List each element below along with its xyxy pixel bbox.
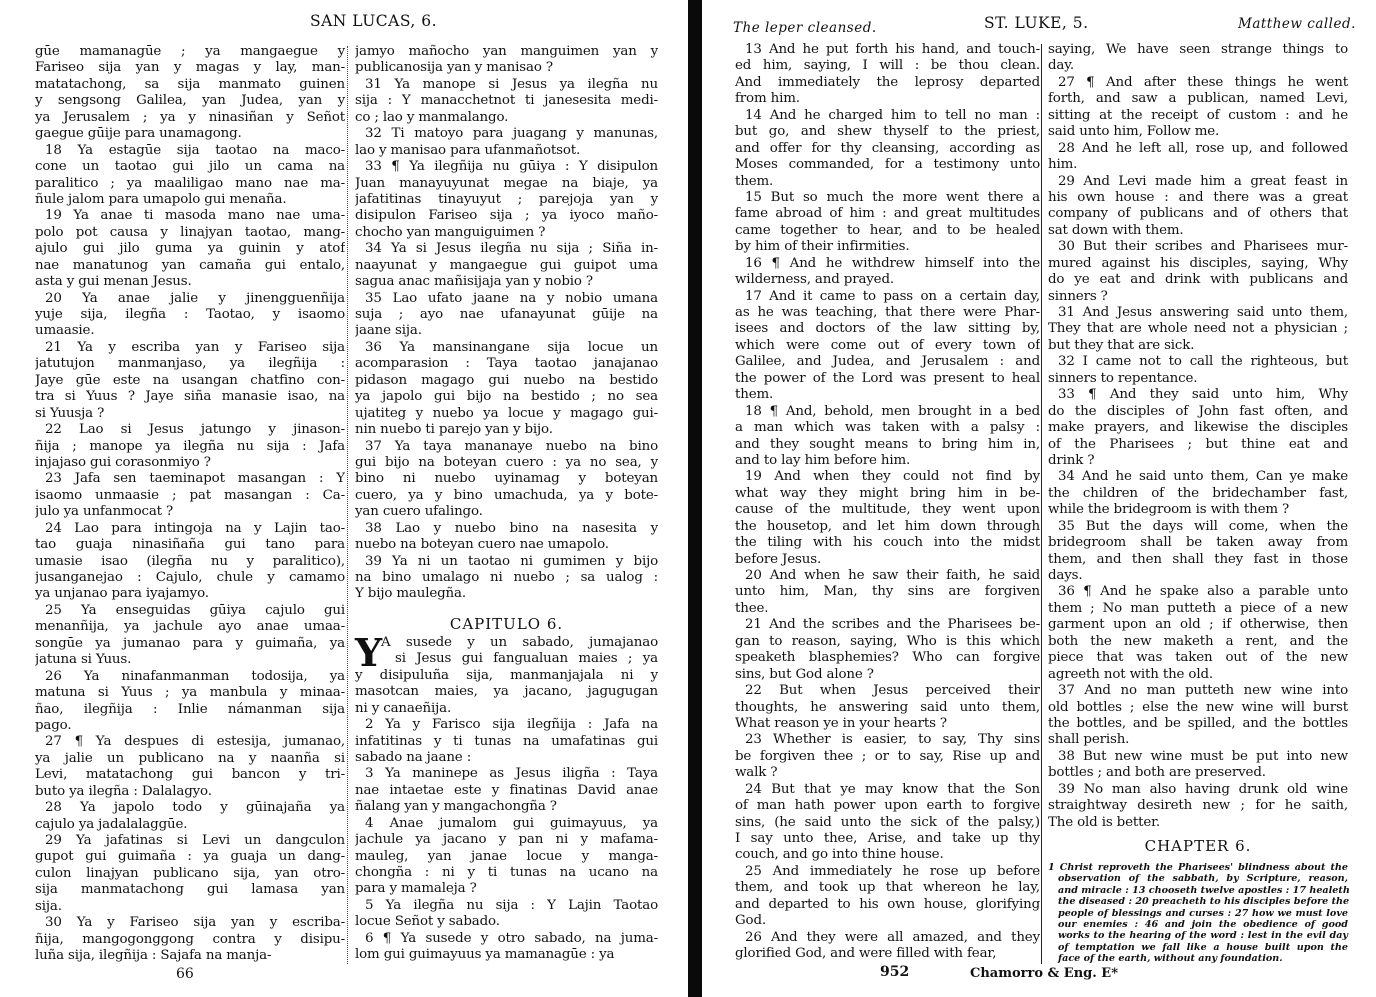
text-line: gūe mamanagūe ; ya mangaegue y bbox=[35, 44, 345, 59]
text-line: 35 But the days will come, when the bbox=[1058, 518, 1348, 534]
summary-line: of temptation we fall like a house built upon the bbox=[1058, 941, 1348, 953]
text-line: injajaso gui corasonmiyo ? bbox=[35, 454, 211, 470]
text-line: jachule ya jacano y pan ni y mafama- bbox=[355, 832, 658, 848]
running-head-right: Matthew called. bbox=[1238, 16, 1356, 32]
text-line: luña sija, ilegñija : Sajafa na manja- bbox=[35, 948, 272, 964]
text-line: ya Jerusalem ; ya y ninasiñan y Señot bbox=[35, 109, 345, 125]
text-line: 20 And when he saw their faith, he said bbox=[745, 568, 1040, 583]
text-line: as he was teaching, that there were Phar- bbox=[735, 305, 1040, 320]
text-line: walk ? bbox=[735, 765, 778, 781]
running-head-center: ST. LUKE, 5. bbox=[984, 14, 1089, 32]
text-line: sija : Y manacchetnot ti janesesita medi- bbox=[355, 93, 658, 109]
text-line: 26 And they were all amazed, and they bbox=[745, 929, 1040, 945]
text-line: Y bijo maulegña. bbox=[355, 586, 466, 602]
text-line: the children of the bridechamber fast, bbox=[1048, 485, 1348, 501]
text-line: said unto him, Follow me. bbox=[1048, 124, 1220, 140]
text-line: paralitico ; ya maaliligao mano nae ma- bbox=[35, 175, 345, 191]
text-line: 35 Lao ufato jaane na y nobio umana bbox=[365, 290, 658, 306]
text-line: drink ? bbox=[1048, 452, 1095, 468]
text-line: locue Señot y sabado. bbox=[355, 914, 500, 930]
text-line: 38 Lao y nuebo bino na nasesita y bbox=[365, 520, 658, 536]
text-line: wilderness, and prayed. bbox=[735, 272, 894, 288]
text-line: ujatiteg y nuebo ya locue y magago gui- bbox=[355, 405, 658, 421]
text-line: 31 Ya manope si Jesus ya ilegña nu bbox=[365, 76, 658, 92]
text-line: publicanosija yan y manisao ? bbox=[355, 60, 553, 76]
running-head: SAN LUCAS, 6. bbox=[310, 12, 438, 30]
text-line: infatitinas y ti tunas na umafatinas gui bbox=[355, 733, 658, 749]
text-line: him. bbox=[1048, 157, 1078, 173]
chapter-heading: CAPITULO 6. bbox=[449, 614, 564, 633]
text-line: lom gui guimayuus ya mamanagūe : ya bbox=[355, 947, 615, 963]
text-line: 36 ¶ And he spake also a parable unto bbox=[1058, 584, 1348, 600]
text-line: nae manatunog yan camaña gui entalo, bbox=[35, 257, 345, 273]
text-line: thee. bbox=[735, 600, 769, 616]
text-line: God. bbox=[735, 913, 766, 929]
text-line: do the disciples of John fast often, and bbox=[1048, 403, 1348, 419]
text-line: the bottles, and be spilled, and the bottles bbox=[1048, 715, 1348, 731]
text-line: ñija, mangogonggong contra y disipu- bbox=[35, 931, 345, 947]
text-line: shall perish. bbox=[1048, 732, 1130, 748]
text-line: y sengsong Galilea, yan Judea, yan y bbox=[35, 93, 345, 109]
text-line: 38 But new wine must be put into new bbox=[1058, 748, 1348, 764]
text-line: menanñija, ya jachule ayo anae umaa- bbox=[35, 619, 345, 635]
text-line: pago. bbox=[35, 717, 72, 733]
text-line: day. bbox=[1048, 58, 1074, 74]
text-line: 24 Lao para intingoja na y Lajin tao- bbox=[45, 520, 345, 536]
summary-line: face of the earth, without any foundation. bbox=[1058, 953, 1283, 965]
text-line: songūe ya jumanao para y guimaña, ya bbox=[35, 635, 345, 651]
text-line: y disipuluña sija, manmanjajala ni y bbox=[355, 667, 658, 683]
text-line: them, and then shall they fast in those bbox=[1048, 551, 1348, 567]
text-line: They that are whole need not a physician ; bbox=[1048, 321, 1348, 337]
text-line: which were come out of every town of bbox=[735, 337, 1040, 353]
text-line: sagua anac mañisijaja yan y nobio ? bbox=[355, 274, 593, 290]
text-line: agreeth not with the old. bbox=[1048, 666, 1214, 682]
text-line: sija. bbox=[35, 898, 62, 914]
text-line: jusanganejao : Cajulo, chule y camamo bbox=[35, 570, 345, 585]
summary-line: and miracle : 13 chooseth twelve apostles : 17 healeth bbox=[1058, 884, 1350, 896]
summary-line: observation of the sabbath, by Scripture, reason, bbox=[1058, 873, 1348, 885]
text-line: A susede y un sabado, jumajanao bbox=[381, 634, 658, 650]
text-line: the housetop, and let him down through bbox=[735, 518, 1040, 534]
text-line: si Yuusja ? bbox=[35, 405, 105, 421]
text-line: couch, and go into thine house. bbox=[735, 847, 944, 863]
text-line: 18 ¶ And, behold, men brought in a bed bbox=[745, 403, 1040, 419]
text-line: ya jalie un publicano na y naanña si bbox=[35, 750, 345, 766]
text-line: Fariseo sija yan y magas y lay, man- bbox=[35, 60, 345, 76]
text-line: but they that are sick. bbox=[1048, 337, 1195, 353]
text-line: co ; lao y manmalango. bbox=[355, 109, 509, 125]
text-line: 39 Ya ni un taotao ni gumimen y bijo bbox=[365, 553, 658, 569]
text-line: I say unto thee, Arise, and take up thy bbox=[735, 831, 1040, 846]
text-line: ni y canaeñija. bbox=[355, 700, 452, 716]
summary-line: 1 Christ reproveth the Pharisees' blindness about the bbox=[1048, 862, 1348, 873]
verses-chapter-6 bbox=[355, 668, 658, 964]
text-line: days. bbox=[1048, 568, 1083, 583]
text-line: both the new maketh a rent, and the bbox=[1048, 633, 1348, 649]
text-line: 34 Ya si Jesus ilegña nu sija ; Siña in- bbox=[365, 241, 658, 257]
text-line: 22 But when Jesus perceived their bbox=[745, 683, 1040, 699]
right-page bbox=[700, 0, 1376, 997]
summary-line: works to the hearing of the word : lest in the evil day bbox=[1058, 930, 1348, 942]
text-line: ajulo gui jilo guma ya guinin y atof bbox=[35, 241, 345, 257]
column-rule bbox=[347, 46, 349, 964]
text-line: but go, and shew thyself to the priest, bbox=[735, 124, 1040, 140]
text-line: naayunat y mangaegue gui guipot uma bbox=[355, 257, 658, 273]
text-line: gaegue gūije para unamagong. bbox=[35, 126, 242, 142]
text-column-1 bbox=[735, 42, 1040, 963]
text-column-1 bbox=[35, 44, 345, 965]
text-line: jaane sija. bbox=[355, 323, 422, 339]
page-number: 952 bbox=[880, 964, 910, 980]
text-line: 13 And he put forth his hand, and touch- bbox=[745, 42, 1040, 57]
text-line: 32 I came not to call the righteous, but bbox=[1058, 354, 1348, 370]
running-head-left: The leper cleansed. bbox=[733, 20, 877, 36]
summary-line: people of blessings and curses : 27 how we must love bbox=[1058, 907, 1348, 919]
text-line: a man which was taken with a palsy : bbox=[735, 420, 1040, 436]
text-line: what way they might bring him in be- bbox=[735, 485, 1040, 501]
text-line: jatuna si Yuus. bbox=[35, 652, 132, 668]
text-line: 28 And he left all, rose up, and followed bbox=[1058, 140, 1348, 156]
text-line: them. bbox=[735, 173, 774, 189]
text-line: chocho yan manguiguimen ? bbox=[355, 224, 546, 240]
text-line: cajulo ya jadalalaggūe. bbox=[35, 816, 188, 832]
text-line: his own house : and there was a great bbox=[1048, 189, 1348, 205]
text-line: isees and doctors of the law sitting by, bbox=[735, 321, 1040, 337]
text-line: para y mamaleja ? bbox=[355, 881, 477, 897]
text-line: and to lay him before him. bbox=[735, 452, 911, 468]
text-line: nuebo na boteyan cuero nae umapolo. bbox=[355, 537, 609, 553]
text-line: them, and took up that whereon he lay, bbox=[735, 880, 1040, 896]
text-line: sat down with them. bbox=[1048, 222, 1184, 238]
text-line: straightway desireth new ; for he saith, bbox=[1048, 798, 1348, 814]
text-line: bridegroom shall be taken away from bbox=[1048, 535, 1348, 551]
text-line: from him. bbox=[735, 91, 800, 107]
text-line: Jaye gūe este na usangan chatfino con- bbox=[35, 372, 345, 388]
text-line: umaasie. bbox=[35, 323, 95, 339]
text-line: them. bbox=[735, 387, 774, 403]
text-line: 3 Ya maninepe as Jesus iligña : Taya bbox=[365, 766, 658, 782]
column-rule bbox=[1041, 44, 1042, 964]
text-line: 31 And Jesus answering said unto them, bbox=[1058, 305, 1348, 320]
text-line: 18 Ya estagūe sija taotao na maco- bbox=[45, 142, 345, 158]
text-line: bino ni nuebo uyinamag y boteyan bbox=[355, 471, 658, 487]
text-line: 17 And it came to pass on a certain day, bbox=[745, 288, 1040, 304]
text-line: 20 Ya anae jalie y jinengguenñija bbox=[45, 290, 345, 306]
text-line: 2 Ya y Farisco sija ilegñija : Jafa na bbox=[365, 717, 658, 733]
text-line: 19 Ya anae ti masoda mano nae uma- bbox=[45, 208, 345, 224]
text-line: jamyo mañocho yan manguimen yan y bbox=[355, 44, 658, 59]
text-line: yan cuero ufalingo. bbox=[355, 504, 483, 520]
text-line: 24 But that ye may know that the Son bbox=[745, 781, 1040, 797]
text-line: them ; No man putteth a piece of a new bbox=[1048, 600, 1348, 616]
text-line: 16 ¶ And he withdrew himself into the bbox=[745, 255, 1040, 271]
chapter-heading: CHAPTER 6. bbox=[1144, 837, 1252, 855]
text-line: masotcan maies, ya jacano, jagugugan bbox=[355, 684, 658, 700]
text-line: yuje sija, ilegña : Taotao, y isaomo bbox=[35, 307, 345, 322]
text-line: jafatitinas tinayuyut ; parejoja yan y bbox=[355, 191, 658, 207]
text-line: nae intaetae este y finatinas David anae bbox=[355, 782, 658, 798]
text-line: ñule jalom para umapolo gui menaña. bbox=[35, 191, 287, 207]
text-line: si Jesus gui fangualuan maies ; ya bbox=[395, 651, 658, 667]
text-line: nin nuebo ti parejo yan y bijo. bbox=[355, 422, 553, 438]
text-line: garment upon an old ; if otherwise, then bbox=[1048, 617, 1348, 633]
text-column-2 bbox=[1048, 42, 1348, 857]
text-line: umasie isao (ilegña nu y paralitico), bbox=[35, 553, 345, 569]
text-line: 39 No man also having drunk old wine bbox=[1058, 781, 1348, 797]
text-line: and offer for thy cleansing, according as bbox=[735, 140, 1040, 156]
text-line: 36 Ya mansinangane sija locue un bbox=[365, 339, 658, 355]
text-line: make prayers, and likewise the disciples bbox=[1048, 420, 1348, 436]
text-line: ñija ; manope ya ilegña nu sija : Jafa bbox=[35, 438, 345, 454]
text-line: asta y gui menan Jesus. bbox=[35, 274, 192, 290]
text-line: 14 And he charged him to tell no man : bbox=[745, 107, 1040, 123]
text-line: ñao, ilegñija : Inlie námanman sija bbox=[35, 701, 345, 717]
text-line: and departed to his own house, glorifying bbox=[735, 896, 1040, 912]
text-line: and they sought means to bring him in, bbox=[735, 436, 1040, 452]
text-line: pidason magago gui nuebo na bestido bbox=[355, 372, 658, 388]
text-line: 29 And Levi made him a great feast in bbox=[1058, 173, 1348, 189]
text-line: 5 Ya ilegña nu sija : Y Lajin Taotao bbox=[365, 897, 658, 913]
summary-line: the diseased : 20 preacheth to his disciples before the bbox=[1058, 896, 1350, 908]
text-line: 32 Ti matoyo para juagang y manunas, bbox=[365, 126, 658, 142]
text-line: the power of the Lord was present to heal bbox=[735, 370, 1040, 386]
text-line: sins, (he said unto the sick of the palsy,) bbox=[735, 814, 1040, 830]
text-line: came together to hear, and to be healed bbox=[735, 222, 1040, 238]
text-line: saying, We have seen strange things to bbox=[1048, 42, 1348, 57]
text-line: chongña : ni y ti tunas na ucano na bbox=[355, 865, 658, 880]
text-line: ed him, saying, I will : be thou clean. bbox=[735, 58, 1040, 74]
text-line: gui bijo na boteyan cuero : ya no sea, y bbox=[355, 454, 658, 470]
text-line: gupot gui guimaña : ya guaja un dang- bbox=[35, 849, 345, 865]
text-line: 23 Whether is easier, to say, Thy sins bbox=[745, 732, 1040, 748]
text-line: 27 ¶ Ya despues di estesija, jumanao, bbox=[45, 734, 345, 750]
text-line: sabado na jaane : bbox=[355, 749, 472, 765]
text-line: 30 But their scribes and Pharisees mur- bbox=[1058, 239, 1348, 255]
verses-chapter-5 bbox=[1048, 42, 1348, 831]
text-line: of man hath power upon earth to forgive bbox=[735, 798, 1040, 814]
text-line: cuero, ya y bino umachuda, ya y bote- bbox=[355, 487, 658, 503]
text-line: Juan manayuyunat megae na biaje, ya bbox=[355, 175, 658, 191]
text-line: 23 Jafa sen taeminapot masangan : Y bbox=[45, 471, 345, 487]
text-line: 37 Ya taya mananaye nuebo na bino bbox=[365, 438, 658, 454]
text-line: 19 And when they could not find by bbox=[745, 469, 1040, 485]
text-line: julo ya unfanmocat ? bbox=[35, 504, 174, 520]
text-line: speaketh blasphemies? Who can forgive bbox=[735, 650, 1040, 666]
text-line: jatutujon manmanjaso, ya ilegñija : bbox=[35, 356, 345, 372]
summary-line: our enemies : 46 and join the obedience of good bbox=[1058, 918, 1348, 930]
text-line: acomparasion : Taya taotao janajanao bbox=[355, 356, 658, 372]
text-line: 26 Ya ninafanmanman todosija, ya bbox=[45, 668, 345, 684]
text-line: tra si Yuus ? Jaye siña manasie isao, na bbox=[35, 389, 345, 405]
text-line: forth, and saw a publican, named Levi, bbox=[1048, 91, 1348, 107]
text-line: culon linajyan publicano sija, yan otro- bbox=[35, 865, 345, 881]
text-line: mauleg, yan janae locue y manga- bbox=[355, 848, 658, 864]
text-line: 22 Lao si Jesus jatungo y jinason- bbox=[45, 422, 345, 438]
text-line: What reason ye in your hearts ? bbox=[735, 715, 947, 731]
text-line: The old is better. bbox=[1048, 814, 1160, 830]
text-line: 29 Ya jafatinas si Levi un dangculon bbox=[45, 833, 345, 848]
printer-signature: Chamorro & Eng. E* bbox=[970, 966, 1119, 981]
text-line: do ye eat and drink with publicans and bbox=[1048, 272, 1348, 288]
text-line: 21 Ya y escriba yan y Fariseo sija bbox=[45, 339, 345, 355]
text-line: sinners ? bbox=[1048, 288, 1108, 304]
text-line: 33 ¶ Ya ilegñija nu gūiya : Y disipulon bbox=[365, 159, 658, 175]
text-line: while the bridegroom is with them ? bbox=[1048, 502, 1290, 518]
text-line: Moses commanded, for a testimony unto bbox=[735, 157, 1040, 173]
text-line: lao y manisao para ufanmañotsot. bbox=[355, 142, 581, 158]
text-line: 25 Ya enseguidas gūiya cajulo gui bbox=[45, 602, 345, 618]
text-line: be forgiven thee ; or to say, Rise up and bbox=[735, 748, 1040, 764]
text-line: 37 And no man putteth new wine into bbox=[1058, 683, 1348, 699]
left-page bbox=[0, 0, 685, 997]
text-line: polo pot causa y linajyan taotao, mang- bbox=[35, 224, 345, 240]
text-line: mured against his disciples, saying, Why bbox=[1048, 255, 1348, 271]
text-line: And immediately the leprosy departed bbox=[735, 74, 1040, 90]
text-line: 30 Ya y Fariseo sija yan y escriba- bbox=[45, 915, 345, 931]
text-line: 4 Anae jumalom gui guimayuus, ya bbox=[365, 815, 658, 831]
text-line: disipulon Fariseo sija ; ya iyoco maño- bbox=[355, 208, 658, 224]
text-line: of the Pharisees ; but thine eat and bbox=[1048, 436, 1348, 452]
chapter-summary bbox=[1048, 862, 1348, 965]
text-line: fame abroad of him : and great multitudes bbox=[735, 206, 1040, 222]
text-line: 34 And he said unto them, Can ye make bbox=[1058, 469, 1348, 485]
text-line: isaomo unmaasie ; pat masangan : Ca- bbox=[35, 487, 345, 503]
verses-chapter-5 bbox=[355, 44, 658, 603]
text-line: ñalang yan y mangachongña ? bbox=[355, 799, 557, 815]
text-line: glorified God, and were filled with fear, bbox=[735, 946, 997, 962]
text-line: tao guaja ninasiñaña gui tano para bbox=[35, 537, 345, 553]
text-line: suja ; ayo nae ufanayunat gūije na bbox=[355, 307, 658, 322]
text-line: the tiling with his couch into the midst bbox=[735, 535, 1040, 551]
page-number: 66 bbox=[176, 966, 194, 982]
text-line: sija manmatachong gui lamasa yan bbox=[35, 882, 345, 898]
text-line: gan to reason, saying, Who is this which bbox=[735, 633, 1040, 649]
text-line: unto him, Man, thy sins are forgiven bbox=[735, 584, 1040, 600]
text-column-2 bbox=[355, 44, 658, 964]
text-line: 25 And immediately he rose up before bbox=[745, 863, 1040, 879]
text-line: sitting at the receipt of custom : and he bbox=[1048, 107, 1348, 123]
text-line: Levi, matatachong gui bancon y tri- bbox=[35, 767, 345, 783]
text-line: bottles ; and both are preserved. bbox=[1048, 765, 1266, 781]
text-line: company of publicans and of others that bbox=[1048, 206, 1348, 222]
text-line: buto ya ilegña : Dalalagyo. bbox=[35, 783, 212, 799]
text-line: cone un taotao gui jilo un cama na bbox=[35, 159, 345, 175]
text-line: 21 And the scribes and the Pharisees be- bbox=[745, 617, 1040, 633]
text-line: by him of their infirmities. bbox=[735, 239, 910, 255]
text-line: 33 ¶ And they said unto him, Why bbox=[1058, 387, 1348, 403]
text-line: before Jesus. bbox=[735, 551, 822, 567]
text-line: ya japolo gui bijo na bestido ; no sea bbox=[355, 389, 658, 405]
text-line: na bino umalago ni nuebo ; sa ualog : bbox=[355, 570, 658, 585]
text-line: cause of the multitude, they went upon bbox=[735, 502, 1040, 518]
text-line: piece that was taken out of the new bbox=[1048, 650, 1348, 666]
text-line: 27 ¶ And after these things he went bbox=[1058, 74, 1348, 90]
text-line: 15 But so much the more went there a bbox=[745, 189, 1040, 205]
text-line: sinners to repentance. bbox=[1048, 370, 1198, 386]
text-line: Galilee, and Judea, and Jerusalem : and bbox=[735, 354, 1040, 370]
text-line: 28 Ya japolo todo y gūinajaña ya bbox=[45, 800, 345, 816]
text-line: 6 ¶ Ya susede y otro sabado, na juma- bbox=[365, 930, 658, 946]
text-line: matatachong, sa sija manmato guinen bbox=[35, 76, 345, 92]
text-line: sins, but God alone ? bbox=[735, 666, 874, 682]
text-line: matuna si Yuus ; ya manbula y minaa- bbox=[35, 685, 345, 701]
text-line: thoughts, he answering said unto them, bbox=[735, 699, 1040, 715]
drop-cap: Y bbox=[355, 629, 382, 675]
text-line: ya unjanao para iyajamyo. bbox=[35, 586, 209, 602]
text-line: old bottles ; else the new wine will burst bbox=[1048, 699, 1348, 715]
